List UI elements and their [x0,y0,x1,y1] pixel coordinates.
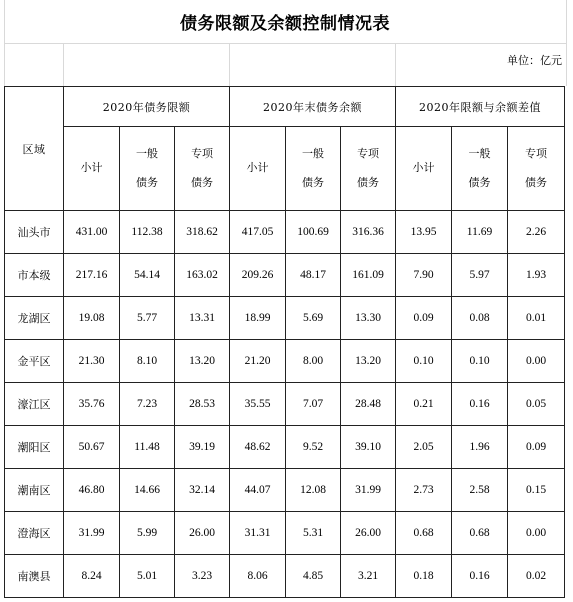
value-cell: 39.19 [175,426,230,469]
value-cell: 1.96 [452,426,508,469]
table-row [5,254,565,297]
subheader-row [5,127,565,211]
value-cell: 48.62 [230,426,286,469]
value-cell: 13.20 [341,340,396,383]
subheader-cell: 一般 债务 [120,127,175,211]
region-cell: 龙湖区 [5,297,64,340]
value-cell: 48.17 [286,254,341,297]
value-cell: 13.20 [175,340,230,383]
table-row [5,555,565,598]
region-cell: 金平区 [5,340,64,383]
value-cell: 8.06 [230,555,286,598]
value-cell: 35.76 [64,383,120,426]
debt-table [4,86,565,598]
value-cell: 21.30 [64,340,120,383]
value-cell: 26.00 [175,512,230,555]
value-cell: 4.85 [286,555,341,598]
value-cell: 5.01 [120,555,175,598]
value-cell: 7.90 [396,254,452,297]
value-cell: 209.26 [230,254,286,297]
value-cell: 31.99 [341,469,396,512]
value-cell: 32.14 [175,469,230,512]
value-cell: 0.02 [508,555,565,598]
value-cell: 0.15 [508,469,565,512]
region-header: 区域 [5,87,64,211]
value-cell: 0.16 [452,555,508,598]
region-cell: 澄海区 [5,512,64,555]
value-cell: 0.16 [452,383,508,426]
value-cell: 50.67 [64,426,120,469]
value-cell: 54.14 [120,254,175,297]
value-cell: 7.07 [286,383,341,426]
value-cell: 28.53 [175,383,230,426]
value-cell: 44.07 [230,469,286,512]
value-cell: 0.68 [452,512,508,555]
value-cell: 3.21 [341,555,396,598]
value-cell: 8.00 [286,340,341,383]
table-row [5,469,565,512]
value-cell: 0.68 [396,512,452,555]
value-cell: 2.73 [396,469,452,512]
value-cell: 318.62 [175,211,230,254]
value-cell: 5.31 [286,512,341,555]
subheader-cell: 专项 债务 [175,127,230,211]
value-cell: 7.23 [120,383,175,426]
subheader-cell: 小计 [64,127,120,211]
value-cell: 0.01 [508,297,565,340]
value-cell: 0.09 [508,426,565,469]
group-header-balance: 2020年末债务余额 [230,87,396,127]
value-cell: 0.09 [396,297,452,340]
value-cell: 0.10 [396,340,452,383]
value-cell: 2.26 [508,211,565,254]
table-row [5,512,565,555]
value-cell: 0.00 [508,340,565,383]
value-cell: 31.31 [230,512,286,555]
subheader-cell: 一般 债务 [452,127,508,211]
region-cell: 濠江区 [5,383,64,426]
table-row [5,297,565,340]
value-cell: 0.00 [508,512,565,555]
region-cell: 汕头市 [5,211,64,254]
value-cell: 3.23 [175,555,230,598]
table-row [5,211,565,254]
value-cell: 39.10 [341,426,396,469]
value-cell: 112.38 [120,211,175,254]
value-cell: 2.58 [452,469,508,512]
value-cell: 11.69 [452,211,508,254]
value-cell: 46.80 [64,469,120,512]
value-cell: 5.97 [452,254,508,297]
value-cell: 5.69 [286,297,341,340]
value-cell: 100.69 [286,211,341,254]
value-cell: 1.93 [508,254,565,297]
unit-label: 单位：亿元 [507,54,562,67]
value-cell: 31.99 [64,512,120,555]
table-row [5,383,565,426]
value-cell: 14.66 [120,469,175,512]
region-cell: 潮南区 [5,469,64,512]
value-cell: 12.08 [286,469,341,512]
region-cell: 南澳县 [5,555,64,598]
value-cell: 161.09 [341,254,396,297]
value-cell: 13.95 [396,211,452,254]
value-cell: 18.99 [230,297,286,340]
region-cell: 潮阳区 [5,426,64,469]
region-cell: 市本级 [5,254,64,297]
value-cell: 217.16 [64,254,120,297]
value-cell: 19.08 [64,297,120,340]
value-cell: 0.21 [396,383,452,426]
value-cell: 0.10 [452,340,508,383]
value-cell: 13.30 [341,297,396,340]
value-cell: 431.00 [64,211,120,254]
group-header-difference: 2020年限额与余额差值 [396,87,565,127]
table-row [5,426,565,469]
value-cell: 417.05 [230,211,286,254]
value-cell: 28.48 [341,383,396,426]
table-row [5,340,565,383]
value-cell: 0.08 [452,297,508,340]
value-cell: 21.20 [230,340,286,383]
table-title: 债务限额及余额控制情况表 [180,14,390,34]
value-cell: 8.24 [64,555,120,598]
group-header-limit: 2020年债务限额 [64,87,230,127]
value-cell: 163.02 [175,254,230,297]
value-cell: 26.00 [341,512,396,555]
value-cell: 11.48 [120,426,175,469]
value-cell: 316.36 [341,211,396,254]
value-cell: 5.99 [120,512,175,555]
value-cell: 8.10 [120,340,175,383]
value-cell: 0.18 [396,555,452,598]
value-cell: 13.31 [175,297,230,340]
value-cell: 35.55 [230,383,286,426]
subheader-cell: 小计 [230,127,286,211]
value-cell: 9.52 [286,426,341,469]
subheader-cell: 一般 债务 [286,127,341,211]
subheader-cell: 专项 债务 [341,127,396,211]
value-cell: 2.05 [396,426,452,469]
value-cell: 0.05 [508,383,565,426]
group-header-row [5,87,565,127]
subheader-cell: 专项 债务 [508,127,565,211]
value-cell: 5.77 [120,297,175,340]
subheader-cell: 小计 [396,127,452,211]
